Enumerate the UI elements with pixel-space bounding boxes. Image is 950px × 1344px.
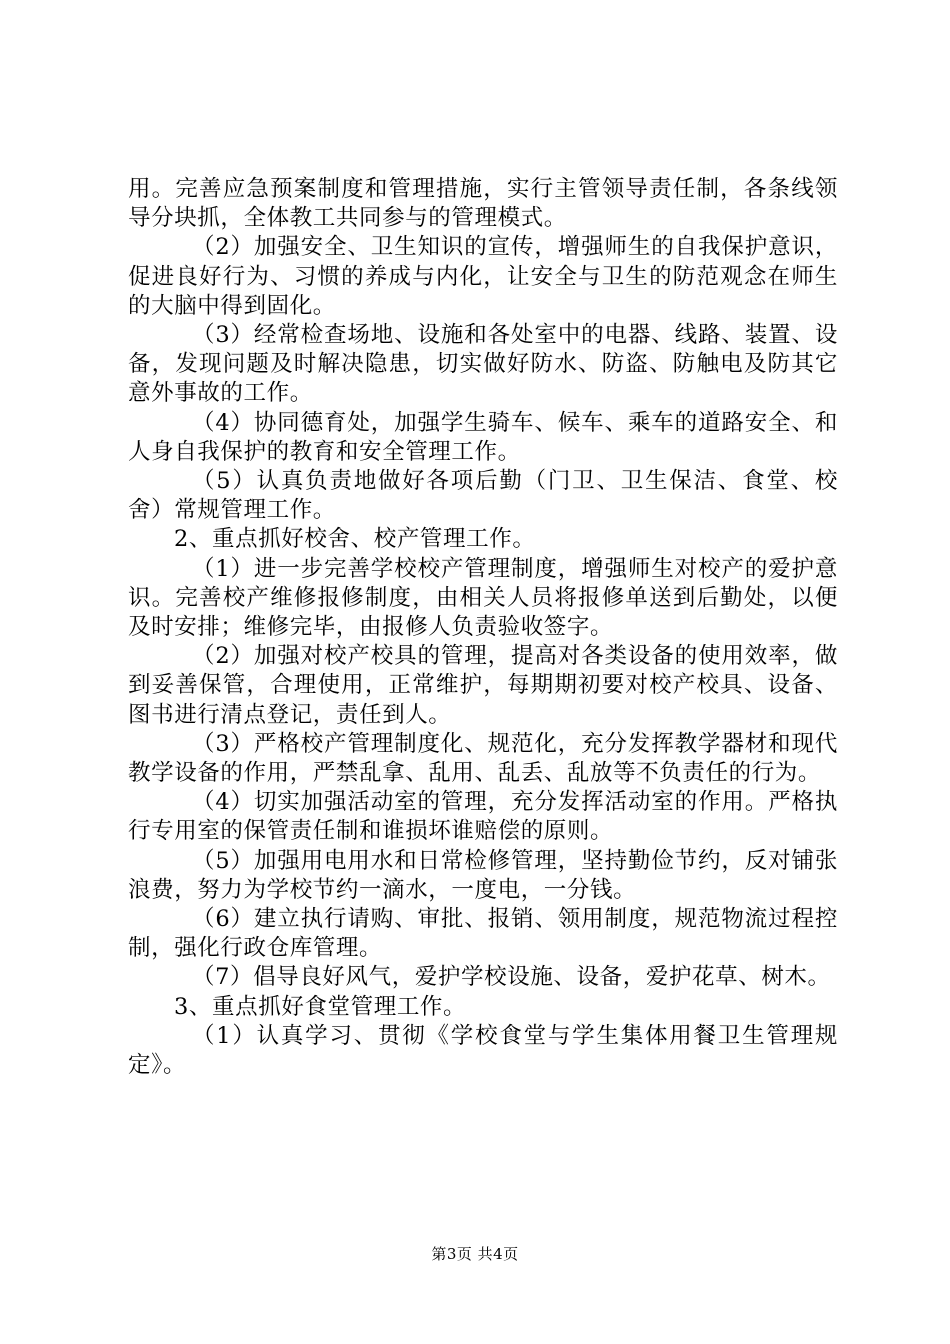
paragraph-item: （5）加强用电用水和日常检修管理，坚持勤俭节约，反对铺张浪费，努力为学校节约一滴水，一度电，一分钱。 (128, 847, 838, 903)
document-body (128, 175, 838, 1080)
paragraph-item: （7）倡导良好风气，爱护学校设施、设备，爱护花草、树木。 (192, 964, 831, 991)
section-heading: 2、重点抓好校舍、校产管理工作。 (174, 526, 536, 553)
paragraph-item: （6）建立执行请购、审批、报销、领用制度，规范物流过程控制，强化行政仓库管理。 (128, 906, 838, 962)
paragraph-item: （2）加强安全、卫生知识的宣传，增强师生的自我保护意识，促进良好行为、习惯的养成与内化，让安全与卫生的防范观念在师生的大脑中得到固化。 (128, 234, 838, 319)
section-heading: 3、重点抓好食堂管理工作。 (174, 993, 467, 1020)
paragraph-item: （5）认真负责地做好各项后勤（门卫、卫生保洁、食堂、校舍）常规管理工作。 (128, 468, 838, 524)
paragraph-item: （3）严格校产管理制度化、规范化，充分发挥教学器材和现代教学设备的作用，严禁乱拿、乱用、乱丢、乱放等不负责任的行为。 (128, 730, 838, 787)
paragraph-item: （3）经常检查场地、设施和各处室中的电器、线路、装置、设备，发现问题及时解决隐患，切实做好防水、防盗、防触电及防其它意外事故的工作。 (128, 322, 838, 407)
paragraph-item: （1）认真学习、贯彻《学校食堂与学生集体用餐卫生管理规定》。 (128, 1022, 838, 1079)
paragraph-continuation: 用。完善应急预案制度和管理措施，实行主管领导责任制，各条线领导分块抓，全体教工共同参与的管理模式。 (128, 176, 838, 232)
paragraph-item: （2）加强对校产校具的管理，提高对各类设备的使用效率，做到妥善保管，合理使用，正常维护，每期期初要对校产校具、设备、图书进行清点登记，责任到人。 (128, 643, 838, 728)
paragraph-item: （4）协同德育处，加强学生骑车、候车、乘车的道路安全、和人身自我保护的教育和安全管理工作。 (128, 409, 838, 465)
page-number-label: 第3页 共4页 (431, 1245, 519, 1263)
paragraph-item: （4）切实加强活动室的管理，充分发挥活动室的作用。严格执行专用室的保管责任制和谁损坏谁赔偿的原则。 (128, 789, 838, 845)
paragraph-item: （1）进一步完善学校校产管理制度，增强师生对校产的爱护意识。完善校产维修报修制度，由相关人员将报修单送到后勤处，以便及时安排；维修完毕，由报修人负责验收签字。 (128, 555, 838, 641)
page-footer (0, 1243, 950, 1264)
